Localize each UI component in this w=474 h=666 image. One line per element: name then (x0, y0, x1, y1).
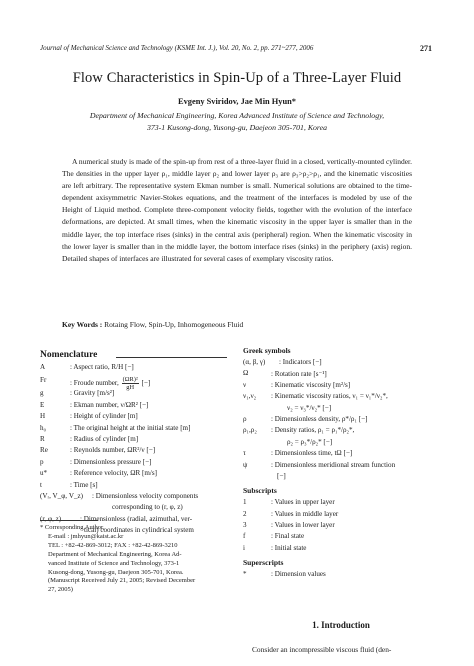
definition: : Dimension values (271, 570, 326, 579)
definition: : Values in upper layer (271, 498, 335, 507)
symbol: Re (40, 446, 48, 455)
subscript-item (243, 498, 443, 509)
nomenclature-item (40, 503, 230, 514)
symbol: ν (243, 380, 247, 389)
subscript-item (243, 521, 443, 532)
greek-item (243, 381, 443, 392)
subscript-item (243, 510, 443, 521)
nomenclature-item (40, 492, 230, 503)
greek-item (243, 415, 443, 426)
symbol: * (243, 570, 247, 579)
keywords (62, 320, 412, 329)
symbol: τ (243, 449, 246, 458)
keywords-label: Key Words : (62, 320, 103, 329)
footnote-line: 27, 2005) (48, 586, 73, 594)
definition: : Kinematic viscosity [m²/s] (271, 380, 351, 389)
abstract: A numerical study is made of the spin-up from rest of a three-layer fluid in a closed, vertically-mounted cylinder. The densities in the upper layer ρ₁, middle layer ρ₂ and lower layer ρ₃ are ρ₃>ρ₂>ρ₁, and the kinematic viscosities are left arbitrary. The representative system Ekman number is small. Numerical solutions are obtained to the time-dependent axisymmetric Navier-Stokes equations, and the treatment of the interfaces is modeled by use of the Height of Liquid method. Complete three-component velocity fields, together with the evolution of the interface deformations, are depicted. At small times, when the kinematic viscosity in the upper layer is smaller than in the middle layer, the top interface rises (sinks) in the central axis (peripheral) region. When the kinematic viscosity in the lower layer is smaller than in the middle layer, the bottom interface rises (sinks) in the periphery (axis) region. Detailed shapes of interfaces are illustrated for several cases of exemplary viscosity ratios. (62, 157, 412, 263)
definition: : Dimensionless pressure [−] (70, 457, 152, 466)
symbol: f (243, 532, 246, 541)
definition: [−] (277, 471, 286, 480)
definition: : Gravity [m/s²] (70, 389, 115, 398)
footnote-line: TEL : +82-42-869-3012; FAX : +82-42-869-3210 (48, 541, 178, 549)
definition: : Dimensionless velocity components (92, 491, 199, 500)
fraction-numerator: (ΩR)² (122, 376, 138, 384)
affiliation-line: Department of Mechanical Engineering, Korea Advanced Institute of Science and Technology, (89, 111, 385, 120)
symbol: 2 (243, 509, 247, 518)
heading-rule (116, 357, 227, 358)
subscript-item (243, 532, 443, 543)
definition-unit: [−] (141, 379, 151, 388)
definition: ρ₂ = ρ₃*/ρ₂* [−] (287, 437, 333, 446)
footnote-line: E-mail : jmhyun@kaist.ac.kr (48, 532, 124, 540)
symbol: (r, φ, z) (40, 514, 62, 523)
definition: : Initial state (271, 543, 307, 552)
greek-item (243, 438, 443, 449)
definition: : Dimensionless (radial, azimuthal, ver- (80, 514, 193, 523)
symbol: i (243, 543, 245, 552)
definition: : Ekman number, ν/ΩR² [−] (70, 400, 149, 409)
greek-symbols-heading: Greek symbols (243, 346, 291, 355)
nomenclature-item (40, 389, 230, 400)
symbol: R (40, 434, 45, 443)
symbol: E (40, 400, 45, 409)
superscript-item (243, 570, 443, 581)
authors: Evgeny Sviridov, Jae Min Hyun* (178, 97, 296, 106)
greek-item (243, 369, 443, 380)
footnote-line: Kusong-dong, Yusong-gu, Daejeon 305-701, Korea. (48, 568, 184, 576)
symbol: ψ (243, 460, 248, 469)
symbol: u* (40, 469, 48, 478)
superscripts-heading: Superscripts (243, 558, 284, 568)
symbols-column (243, 346, 443, 582)
symbol: (α, β, γ) (243, 358, 266, 366)
definition: : The original height at the initial state [m] (70, 423, 191, 432)
footnote (40, 524, 230, 595)
introduction-heading: 1. Introduction (312, 620, 370, 630)
symbol: ρ₁,ρ₂ (243, 426, 257, 435)
footnote-rule (40, 520, 98, 521)
symbol: ν₁,ν₂ (243, 392, 257, 401)
nomenclature-item (40, 481, 230, 492)
nomenclature-item (40, 435, 230, 446)
symbol: 3 (243, 521, 247, 530)
keywords-text: Rotaing Flow, Spin-Up, Inhomogeneous Fluid (104, 320, 244, 329)
symbol: Ω (243, 369, 249, 378)
definition-text: : Froude number, (70, 379, 119, 388)
definition: : Height of cylinder [m] (70, 412, 138, 421)
definition: ν₂ = ν₃*/ν₂* [−] (287, 403, 332, 412)
subscript-item (243, 544, 443, 555)
nomenclature-item (40, 363, 230, 374)
nomenclature-item (40, 424, 230, 435)
definition: corresponding to (r, φ, z) (112, 503, 183, 512)
definition: : Final state (271, 532, 305, 541)
symbol: ρ (243, 414, 247, 423)
nomenclature-heading: Nomenclature (40, 350, 98, 360)
definition: : Dimensionless density, ρ*/ρ₁ [−] (271, 414, 368, 423)
fraction-denominator: gH (126, 384, 135, 392)
introduction-text: Consider an incompressible viscous fluid (den- (252, 645, 392, 654)
definition: : Dimensionless meridional stream function (271, 460, 396, 469)
symbol: Fr (40, 376, 47, 385)
definition: : Aspect ratio, R/H [−] (70, 363, 134, 371)
subscripts-heading: Subscripts (243, 486, 277, 496)
nomenclature-item (40, 458, 230, 469)
definition: : Values in lower layer (271, 521, 335, 530)
greek-item (243, 358, 443, 369)
journal-header (40, 44, 432, 52)
definition: : Reynolds number, ΩR²/ν [−] (70, 446, 156, 455)
affiliation-line: 373-1 Kusong-dong, Yusong-gu, Daejeon 305-701, Korea (146, 123, 328, 132)
greek-item (243, 404, 443, 415)
definition: : Dimensionless time, tΩ [−] (271, 449, 353, 458)
footnote-line: (Manuscript Received July 21, 2005; Revised December (48, 577, 196, 585)
symbol: 1 (243, 498, 247, 507)
greek-item (243, 426, 443, 437)
definition: : Rotation rate [s⁻¹] (271, 370, 327, 379)
footnote-line: Department of Mechanical Engineering, Korea Ad- (48, 550, 182, 558)
definition: : Density ratios, ρ₁ = ρ₁*/ρ₂*, (271, 426, 355, 435)
definition: : Kinematic viscosity ratios, ν₁ = ν₁*/ν₂*, (271, 392, 388, 401)
symbol: (Vᵣ, V_φ, V_z) (40, 491, 84, 500)
definition: : Reference velocity, ΩR [m/s] (70, 469, 157, 478)
symbol: t (40, 480, 42, 489)
nomenclature-item (40, 401, 230, 412)
definition: : Time [s] (70, 480, 98, 489)
greek-item (243, 461, 443, 472)
symbol: H (40, 412, 46, 421)
definition: : Values in middle layer (271, 509, 339, 518)
footnote-line: * Corresponding Author, (40, 524, 105, 531)
definition: tical) coordinates in cylindrical system (84, 526, 194, 535)
symbol: A (40, 363, 46, 371)
paper-title: Flow Characteristics in Spin-Up of a Three-Layer Fluid (72, 70, 402, 86)
footnote-line: vanced Institute of Science and Technology, 373-1 (48, 559, 180, 567)
page-number: 271 (420, 44, 432, 53)
nomenclature-item (40, 412, 230, 423)
affiliation (40, 110, 434, 134)
nomenclature-item (40, 469, 230, 480)
greek-item (243, 472, 443, 483)
journal-citation: Journal of Mechanical Science and Technology (KSME Int. J.), Vol. 20, No. 2, pp. 271~277, 2006 (40, 44, 314, 52)
nomenclature-list (40, 363, 230, 537)
symbol: h₀ (40, 423, 47, 432)
definition: : Radius of cylinder [m] (70, 434, 139, 443)
greek-item (243, 449, 443, 460)
symbol: g (40, 389, 44, 398)
nomenclature-item (40, 446, 230, 457)
definition: : Indicators [−] (279, 358, 322, 366)
nomenclature-item (40, 374, 230, 392)
greek-item (243, 392, 443, 403)
symbol: p (40, 457, 44, 466)
